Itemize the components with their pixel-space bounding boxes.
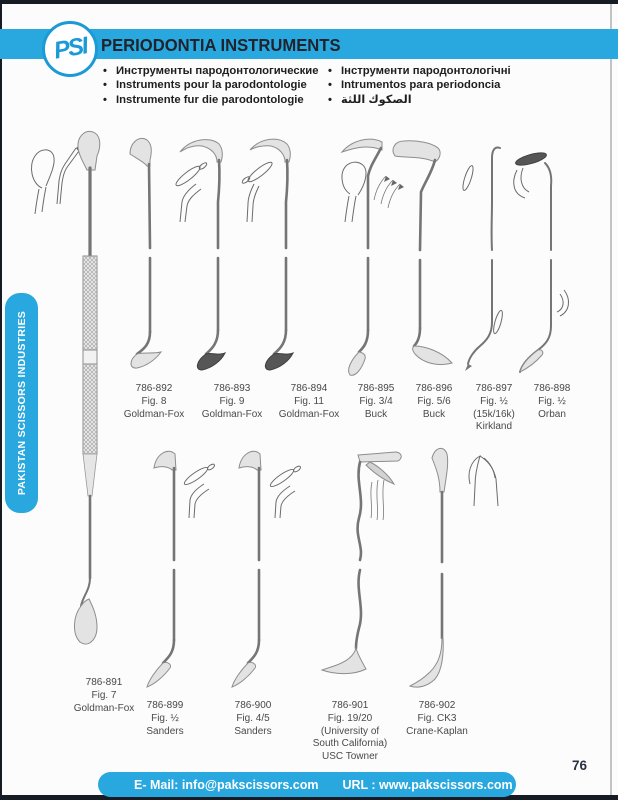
tip-detail-inset <box>557 290 569 316</box>
product-fig: Fig. 8 <box>141 395 167 407</box>
product-code: 786-899 <box>146 700 184 711</box>
product-label-786-899 <box>120 700 210 738</box>
product-code: 786-897 <box>475 383 513 394</box>
product-fig-detail: (15k/16k) <box>473 408 515 420</box>
tip-detail-inset <box>469 456 498 506</box>
product-code: 786-893 <box>213 383 251 394</box>
bullet-item: • Intrumentos para periodoncia <box>328 78 511 92</box>
tip-detail-inset <box>269 465 302 518</box>
product-code: 786-900 <box>234 700 272 711</box>
product-name: Sanders <box>234 725 272 737</box>
product-name: Buck <box>364 408 388 420</box>
instrument-786-902-drawing <box>408 442 504 694</box>
product-code: 786-898 <box>533 383 571 394</box>
sidebar-brand-pill <box>5 293 38 513</box>
instrument-786-901-drawing <box>314 438 414 700</box>
product-fig: Fig. ½ <box>538 395 566 407</box>
product-label-786-898 <box>507 383 597 421</box>
product-name: Kirkland <box>475 421 513 433</box>
tooth-diagram-inset <box>31 144 81 214</box>
product-name: Buck <box>422 408 446 420</box>
product-fig: Fig. 3/4 <box>359 395 393 407</box>
footer-url-text: URL : www.pakscissors.com <box>342 777 513 792</box>
product-label-786-900 <box>208 700 298 738</box>
product-name: Crane-Kaplan <box>406 725 468 737</box>
footer-email-text: E- Mail: info@pakscissors.com <box>134 777 319 792</box>
tip-detail-inset <box>174 162 208 222</box>
product-code: 786-892 <box>135 383 173 394</box>
tip-detail-inset <box>241 160 274 222</box>
bullet-list-left <box>103 64 319 107</box>
tip-detail-inset <box>371 480 384 520</box>
product-fig: Fig. CK3 <box>417 712 457 724</box>
page-border-right <box>610 4 612 795</box>
product-label-786-892 <box>109 383 199 421</box>
product-name: Sanders <box>146 725 184 737</box>
psi-logo-icon <box>42 21 98 77</box>
product-name: Goldman-Fox <box>201 408 263 420</box>
product-name-detail: South California) <box>312 738 388 750</box>
product-label-786-902 <box>382 700 492 738</box>
tip-detail-inset <box>492 310 504 335</box>
page-title: PERIODONTIA INSTRUMENTS <box>101 35 341 55</box>
product-name-detail: (University of <box>320 725 380 737</box>
product-code: 786-894 <box>290 383 328 394</box>
footer-contact-pill <box>98 772 516 797</box>
tip-detail-inset <box>514 168 529 198</box>
product-name: Goldman-Fox <box>278 408 340 420</box>
product-code: 786-895 <box>357 383 395 394</box>
bullet-list-right <box>328 64 511 107</box>
tip-detail-inset <box>461 165 475 192</box>
bullet-item: • Instrumente fur die parodontologie <box>103 93 319 107</box>
bullet-item: • الصكوك اللثة <box>328 93 511 107</box>
page-border-left <box>0 0 2 800</box>
sidebar-brand-label: PAKISTAN SCISSORS INDUSTRIES <box>15 310 28 496</box>
product-fig: Fig. ½ <box>151 712 179 724</box>
bullet-item: • Инструменты пародонтологические <box>103 64 319 78</box>
product-name: Goldman-Fox <box>73 702 135 714</box>
product-fig: Fig. 11 <box>294 395 324 407</box>
page-number: 76 <box>572 758 588 773</box>
page-border-top <box>0 0 618 4</box>
product-code: 786-901 <box>331 700 369 711</box>
product-fig: Fig. ½ <box>480 395 508 407</box>
instrument-786-898-drawing <box>504 132 590 382</box>
product-fig: Fig. 19/20 <box>327 712 373 724</box>
product-fig: Fig. 4/5 <box>236 712 270 724</box>
product-fig: Fig. 9 <box>219 395 245 407</box>
product-name: Orban <box>538 408 566 420</box>
product-code: 786-891 <box>85 677 123 688</box>
product-code: 786-896 <box>415 383 453 394</box>
instrument-786-899-drawing <box>146 442 238 692</box>
product-name: Goldman-Fox <box>123 408 185 420</box>
tip-detail-inset <box>183 463 216 518</box>
psi-logo-text: PSI <box>51 32 89 65</box>
product-name: USC Towner <box>322 751 378 763</box>
product-fig: Fig. 7 <box>91 689 117 701</box>
product-code: 786-902 <box>418 700 456 711</box>
instrument-786-891-drawing <box>26 126 118 674</box>
bullet-item: • Інструменти пародонтологічні <box>328 64 511 78</box>
instrument-786-900-drawing <box>226 442 318 692</box>
product-fig: Fig. 5/6 <box>417 395 451 407</box>
bullet-item: • Instruments pour la parodontologie <box>103 78 319 92</box>
